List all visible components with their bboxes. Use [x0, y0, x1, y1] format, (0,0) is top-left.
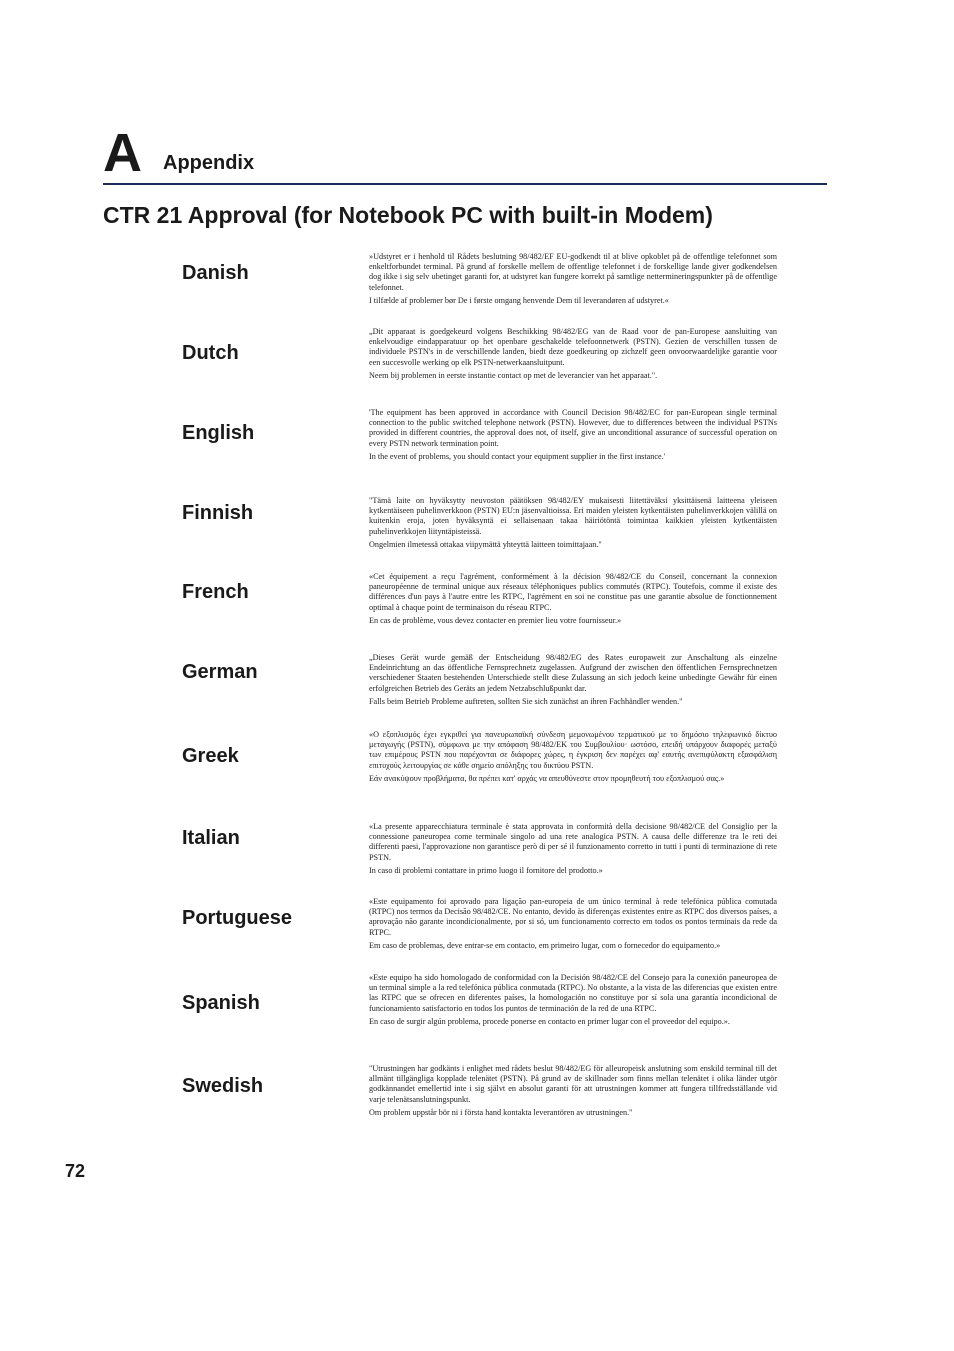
statement-paragraph: «Este equipo ha sido homologado de conformidad con la Decisión 98/482/CE del Consejo para la conexión paneuropea de un terminal simple a la red telefónica pública conmutada (RTPC). No obstante, a la vista de las diferencias que existen entre las RTPC que se ofrecen en diferentes países, la homologación no constituye por sí sola una garantía incondicional de funcionamiento satisfactorio en todos los puntos de terminación de la red de una RTPC.	[369, 973, 777, 1013]
language-statement	[369, 408, 777, 465]
header-divider	[103, 183, 827, 185]
language-name: Portuguese	[182, 907, 293, 929]
statement-paragraph: En caso de surgir algún problema, procede ponerse en contacto en primer lugar con el proveedor del equipo.».	[369, 1016, 730, 1026]
statement-paragraph: En cas de problème, vous devez contacter en premier lieu votre fournisseur.»	[369, 615, 622, 625]
language-statement	[369, 572, 777, 629]
language-name: Dutch	[182, 342, 239, 364]
statement-paragraph: «Ο εξοπλισμός έχει εγκριθεί για πανευρωπαϊκή σύνδεση μεμονωμένου τερματικού με το δημόσιο τηλεφωνικό δίκτυο μεταγωγής (PSTN), σύμφωνα με την απόφαση 98/482/ΕΚ του Συμβουλίου· ωστόσο, επειδή υπάρχουν διαφορές μεταξύ των επιμέρους PSTN που παρέχονται σε διάφορες χώρες, η έγκριση δεν παρέχει αφ' εαυτής ανεπιφύλακτη εξασφάλιση επιτυχούς λειτουργίας σε κάθε σημείο απόληξης του δικτύου PSTN.	[369, 730, 777, 770]
statement-paragraph: „Dit apparaat is goedgekeurd volgens Beschikking 98/482/EG van de Raad voor de pan-Europese aansluiting van enkelvoudige eindapparatuur op het openbare geschakelde telefoonnetwerk (PSTN). Gezien de verschillen tussen de individuele PSTN's in de verschillende landen, biedt deze goedkeuring op zichzelf geen onvoorwaardelijke garantie voor een succesvolle werking op elk PSTN-netwerkaansluitpunt.	[369, 327, 777, 367]
language-name: Swedish	[182, 1075, 264, 1097]
statement-paragraph: Em caso de problemas, deve entrar-se em contacto, em primeiro lugar, com o fornecedor do equipamento.»	[369, 940, 721, 950]
statement-paragraph: In the event of problems, you should contact your equipment supplier in the first instance.'	[369, 451, 666, 461]
statement-paragraph: «La presente apparecchiatura terminale è stata approvata in conformità della decisione 98/482/CE del Consiglio per la connessione paneuropea come terminale singolo ad una rete analogica PSTN. A causa delle differenze tra le reti dei differenti paesi, l'approvazione non garantisce però di per sé il funzionamento corretto in tutti i punti di terminazione di rete PSTN.	[369, 822, 777, 862]
language-statement	[369, 973, 777, 1030]
statement-paragraph: I tilfælde af problemer bør De i første omgang henvende Dem til leverandøren af udstyret.«	[369, 295, 669, 305]
statement-paragraph: "Tämä laite on hyväksytty neuvoston päätöksen 98/482/EY mukaisesti liitettäväksi yksittäisenä laitteena yleiseen kytkentäiseen puhelinverkkoon (PSTN) EU:n jäsenvaltioissa. Eri maiden yleisten kytkentäisten puhelinverkkojen välillä on kuitenkin eroja, joten hyväksyntä ei sellaisenaan takaa häiriötöntä toimintaa kaikkien yleisten kytkentäisten puhelinverkkojen liityntäpisteissä.	[369, 496, 777, 536]
language-name: French	[182, 581, 249, 603]
language-name: Spanish	[182, 992, 260, 1014]
statement-paragraph: Neem bij problemen in eerste instantie contact op met de leverancier van het apparaat.".	[369, 370, 658, 380]
language-name: English	[182, 422, 255, 444]
statement-paragraph: Εάν ανακύψουν προβλήματα, θα πρέπει κατ' αρχάς να απευθύνεστε στον προμηθευτή του εξοπλισμού σας.»	[369, 773, 725, 783]
language-statement	[369, 327, 777, 384]
page-title: CTR 21 Approval (for Notebook PC with built-in Modem)	[103, 202, 713, 228]
statement-paragraph: »Udstyret er i henhold til Rådets beslutning 98/482/EF EU-godkendt til at blive opkoblet på de offentlige telefonnet som enkeltforbundet terminal. På grund af forskelle mellem de offentlige telefonnet i de forskellige lande giver godkendelsen dog ikke i sig selv ubetinget garanti for, at udstyret kan fungere korrekt på samtlige nettermineringspunkter på de offentlige telefonnet.	[369, 252, 777, 292]
statement-paragraph: «Este equipamento foi aprovado para ligação pan-europeia de um único terminal à rede telefónica pública comutada (RTPC) nos termos da Decisão 98/482/CE. No entanto, devido às diferenças existentes entre as RTPC dos diversos países, a aprovação não garante incondicionalmente, por si só, um funcionamento correcto em todos os pontos terminais da rede da RTPC.	[369, 897, 777, 937]
language-statement	[369, 1064, 777, 1121]
language-statement	[369, 730, 777, 787]
language-name: German	[182, 661, 258, 683]
statement-paragraph: „Dieses Gerät wurde gemäß der Entscheidung 98/482/EG des Rates europaweit zur Anschaltung als einzelne Endeinrichtung an das öffentliche Fernsprechnetz zugelassen. Aufgrund der zwischen den öffentlichen Fernsprechnetzen verschiedener Staaten bestehenden Unterschiede stellt diese Zulassung an sich jedoch keine unbedingte Gewähr für einen erfolgreichen Betrieb des Geräts an jedem Netzabschlußpunkt dar.	[369, 653, 777, 693]
statement-paragraph: 'The equipment has been approved in accordance with Council Decision 98/482/EC for pan-European single terminal connection to the public switched telephone network (PSTN). However, due to differences between the individual PSTNs provided in different countries, the approval does not, of itself, give an unconditional assurance of successful operation on every PSTN network termination point.	[369, 408, 777, 448]
page-number: 72	[65, 1161, 86, 1181]
chapter-title: Appendix	[163, 152, 255, 174]
statement-paragraph: «Cet équipement a reçu l'agrément, conformément à la décision 98/482/CE du Conseil, concernant la connexion paneuropéenne de terminal unique aux réseaux téléphoniques publics commutés (RTPC). Toutefois, comme il existe des différences d'un pays à l'autre entre les RTPC, l'agrément en soi ne constitue pas une garantie absolue de fonctionnement optimal à chaque point de terminaison du réseau RTPC.	[369, 572, 777, 612]
language-statement	[369, 653, 777, 710]
language-name: Finnish	[182, 502, 254, 524]
language-name: Greek	[182, 745, 239, 767]
statement-paragraph: Ongelmien ilmetessä ottakaa viipymättä yhteyttä laitteen toimittajaan."	[369, 539, 602, 549]
language-name: Danish	[182, 262, 249, 284]
chapter-header	[103, 123, 827, 184]
language-statement	[369, 897, 777, 954]
statement-paragraph: Falls beim Betrieb Probleme auftreten, sollten Sie sich zunächst an ihren Fachhändler wenden."	[369, 696, 683, 706]
statement-paragraph: "Utrustningen har godkänts i enlighet med rådets beslut 98/482/EG för alleuropeisk anslutning som enskild terminal till det allmänt tillgängliga kopplade telenätet (PSTN). På grund av de skillnader som finns mellan telenätet i olika länder utgör godkännandet emellertid inte i sig självt en absolut garanti för att utrustningen kommer att fungera tillfredsställande vid varje telenätsanslutningspunkt.	[369, 1064, 777, 1104]
language-statement	[369, 496, 777, 553]
statement-paragraph: Om problem uppstår bör ni i första hand kontakta leverantören av utrustningen."	[369, 1107, 633, 1117]
language-name: Italian	[182, 827, 240, 849]
statement-paragraph: In caso di problemi contattare in primo luogo il fornitore del prodotto.»	[369, 865, 603, 875]
language-statement	[369, 822, 777, 879]
chapter-letter: A	[103, 123, 142, 183]
language-statement	[369, 252, 777, 309]
